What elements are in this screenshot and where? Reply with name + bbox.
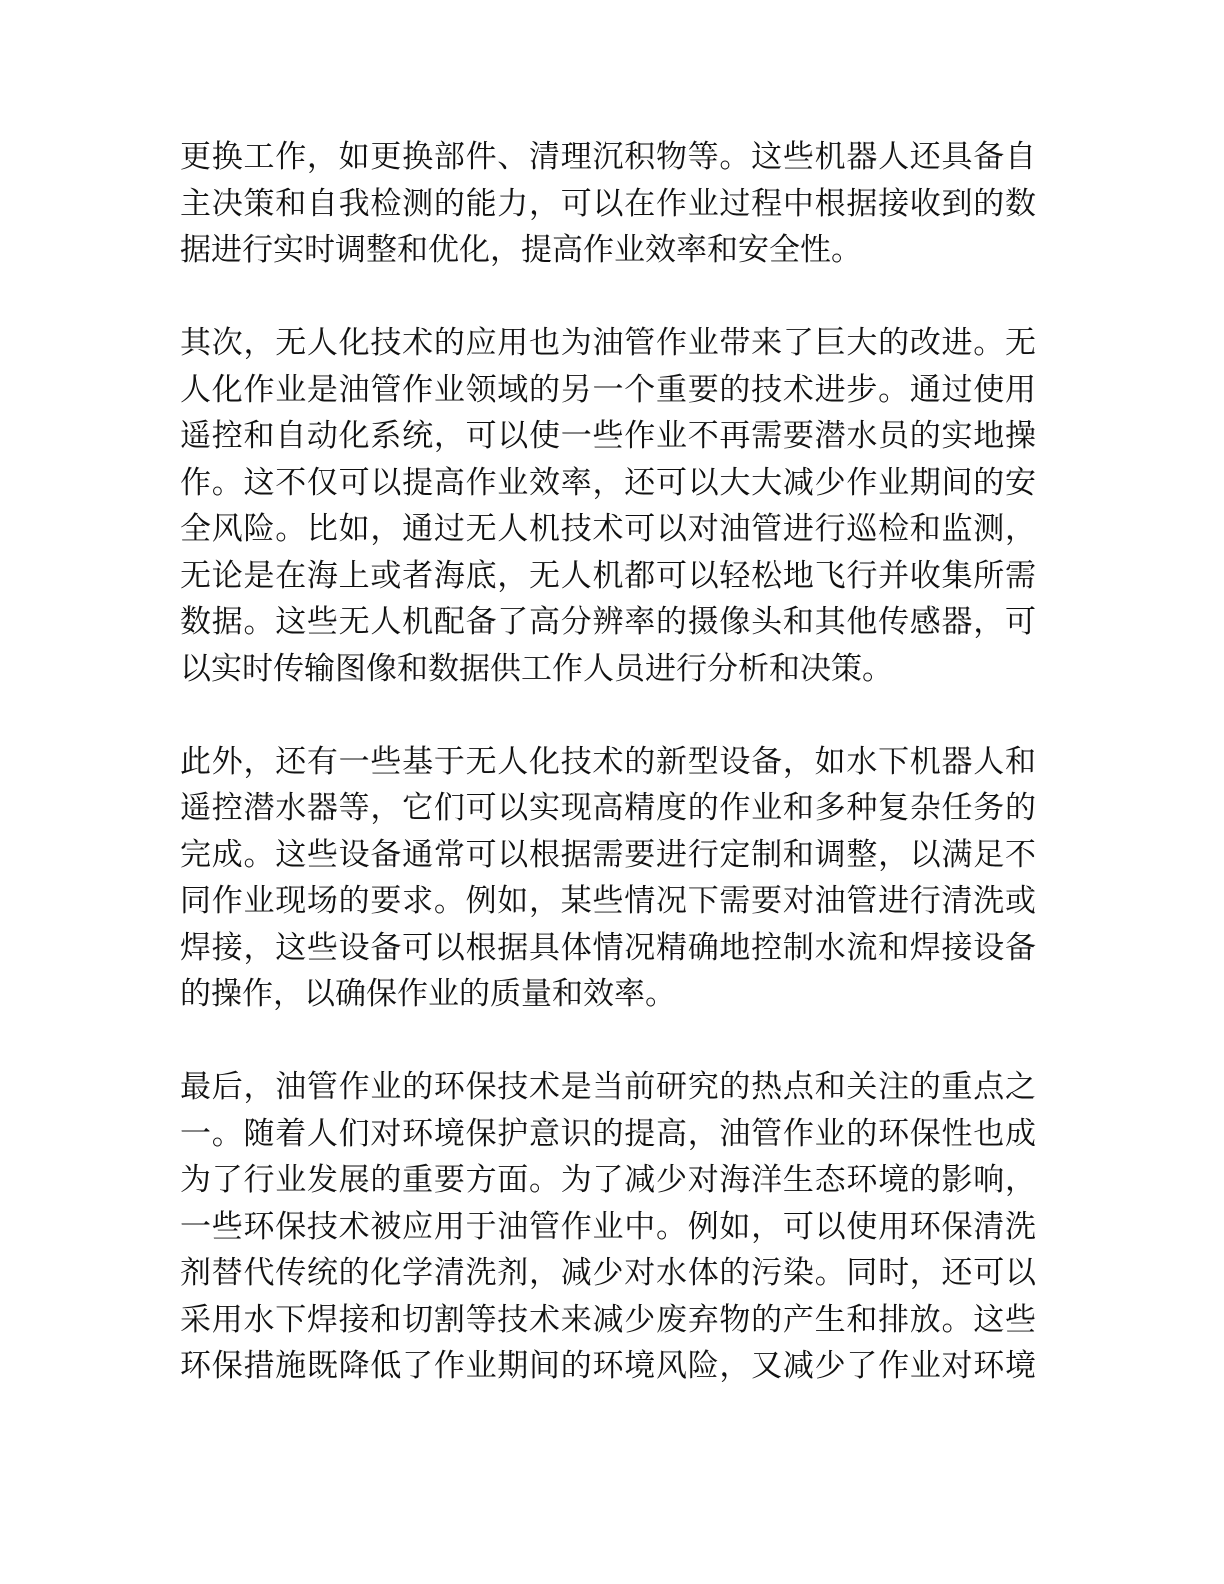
text-line: 其次，无人化技术的应用也为油管作业带来了巨大的改进。无: [180, 325, 1036, 361]
text-line: 人化作业是油管作业领域的另一个重要的技术进步。通过使用: [180, 371, 1036, 408]
text-line: 以实时传输图像和数据供工作人员进行分析和决策。: [180, 650, 893, 687]
text-line: 全风险。比如，通过无人机技术可以对油管进行巡检和监测，: [180, 511, 1036, 547]
text-line: 数据。这些无人机配备了高分辨率的摄像头和其他传感器，可: [180, 604, 1036, 640]
text-line: 据进行实时调整和优化，提高作业效率和安全性。: [180, 232, 862, 268]
text-line: 遥控和自动化系统，可以使一些作业不再需要潜水员的实地操: [180, 418, 1036, 454]
text-line: 作。这不仅可以提高作业效率，还可以大大减少作业期间的安: [180, 464, 1036, 501]
paragraph-2: [180, 320, 1036, 692]
text-line: 一。随着人们对环境保护意识的提高，油管作业的环保性也成: [180, 1115, 1036, 1152]
text-line: 为了行业发展的重要方面。为了减少对海洋生态环境的影响，: [180, 1162, 1036, 1198]
text-line: 主决策和自我检测的能力，可以在作业过程中根据接收到的数: [180, 185, 1036, 222]
text-line: 的操作，以确保作业的质量和效率。: [180, 976, 676, 1012]
text-line: 一些环保技术被应用于油管作业中。例如，可以使用环保清洗: [180, 1208, 1036, 1245]
text-line: 剂替代传统的化学清洗剂，减少对水体的污染。同时，还可以: [180, 1255, 1036, 1291]
paragraph-3: [180, 739, 1036, 1018]
paragraph-1: [180, 134, 1036, 274]
text-line: 更换工作，如更换部件、清理沉积物等。这些机器人还具备自: [180, 139, 1036, 175]
text-line: 焊接，这些设备可以根据具体情况精确地控制水流和焊接设备: [180, 929, 1036, 966]
text-line: 完成。这些设备通常可以根据需要进行定制和调整，以满足不: [180, 836, 1036, 873]
text-line: 此外，还有一些基于无人化技术的新型设备，如水下机器人和: [180, 743, 1036, 780]
text-line: 无论是在海上或者海底，无人机都可以轻松地飞行并收集所需: [180, 557, 1036, 594]
text-line: 最后，油管作业的环保技术是当前研究的热点和关注的重点之: [180, 1069, 1036, 1105]
paragraph-4: [180, 1064, 1036, 1390]
document-page: [180, 134, 1036, 1436]
text-line: 采用水下焊接和切割等技术来减少废弃物的产生和排放。这些: [180, 1301, 1036, 1338]
text-line: 环保措施既降低了作业期间的环境风险，又减少了作业对环境: [180, 1348, 1036, 1384]
text-line: 同作业现场的要求。例如，某些情况下需要对油管进行清洗或: [180, 883, 1036, 919]
text-line: 遥控潜水器等，它们可以实现高精度的作业和多种复杂任务的: [180, 790, 1036, 826]
